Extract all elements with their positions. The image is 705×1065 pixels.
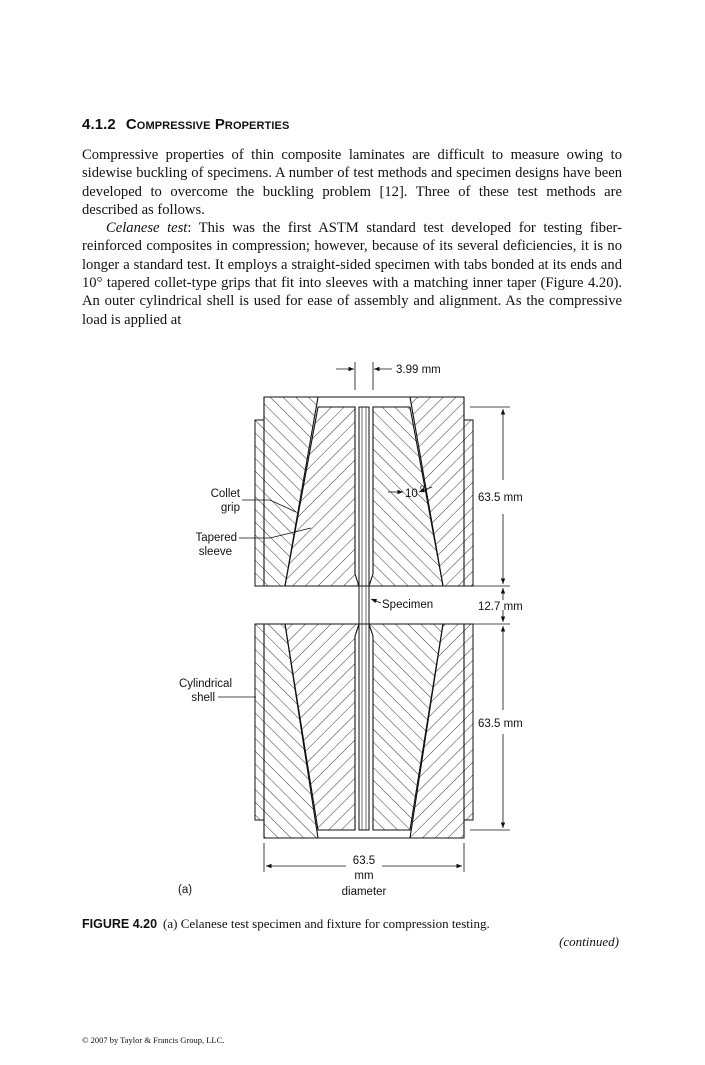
degree-symbol: o <box>420 483 425 492</box>
body-text <box>82 146 622 329</box>
continued-note: (continued) <box>559 934 619 949</box>
paragraph-2-text: : This was the first ASTM standard test developed for testing fiber-reinforced composites in compression; however, because of its several deficiencies, it is no longer a standard test. It employs a straight-sided specimen with tabs bonded at its ends and 10° tapered collet-type grips that fit into sleeves with a matching inner taper (Figure 4.20). An outer cylindrical shell is used for ease of assembly and alignment. As the compressive load is applied at <box>82 220 622 328</box>
cylindrical-shell-callout <box>179 678 256 704</box>
cylindrical-shell-label-2: shell <box>191 692 215 704</box>
figure-part-label: (a) <box>178 884 193 896</box>
specimen <box>359 407 369 830</box>
lower-length-label: 63.5 mm <box>478 718 523 730</box>
collet-grip-label-2: grip <box>220 502 240 514</box>
diameter-label-1: 63.5 <box>352 855 376 867</box>
specimen-label: Specimen <box>382 599 434 611</box>
section-heading <box>82 116 289 133</box>
specimen-callout <box>371 599 433 611</box>
paragraph-2 <box>82 219 622 329</box>
figure-caption-text: (a) Celanese test specimen and fixture for compression testing. <box>163 916 490 931</box>
thickness-dimension <box>336 362 441 390</box>
diameter-label-2: mm <box>354 870 374 882</box>
section-title: Compressive Properties <box>125 116 290 133</box>
thickness-label: 3.99 mm <box>396 364 441 376</box>
diameter-label-3: diameter <box>341 886 387 898</box>
figure-caption-label: FIGURE 4.20 <box>82 917 158 931</box>
upper-length-label: 63.5 mm <box>478 492 523 504</box>
figure-caption <box>82 916 622 932</box>
gap-length-label: 12.7 mm <box>478 601 523 613</box>
copyright-footer: © 2007 by Taylor & Francis Group, LLC. <box>82 1035 225 1045</box>
cylindrical-shell-label-1: Cylindrical <box>178 678 232 690</box>
figure-celanese-fixture <box>0 355 705 910</box>
paragraph-1: Compressive properties of thin composite laminates are difficult to measure owing to sidewise buckling of specimens. A number of test methods and specimen designs have been developed to overcome the buckling problem [12]. Three of these test methods are described as follows. <box>82 147 622 218</box>
tapered-sleeve-label-2: sleeve <box>198 546 232 558</box>
diameter-dimension <box>264 843 464 898</box>
vertical-dimensions <box>470 407 523 830</box>
tapered-sleeve-label-1: Tapered <box>195 532 237 544</box>
section-number: 4.1.2 <box>82 116 116 133</box>
paragraph-2-lead: Celanese test <box>106 220 188 237</box>
angle-label: 10 <box>405 488 418 500</box>
collet-grip-label-1: Collet <box>210 488 240 500</box>
